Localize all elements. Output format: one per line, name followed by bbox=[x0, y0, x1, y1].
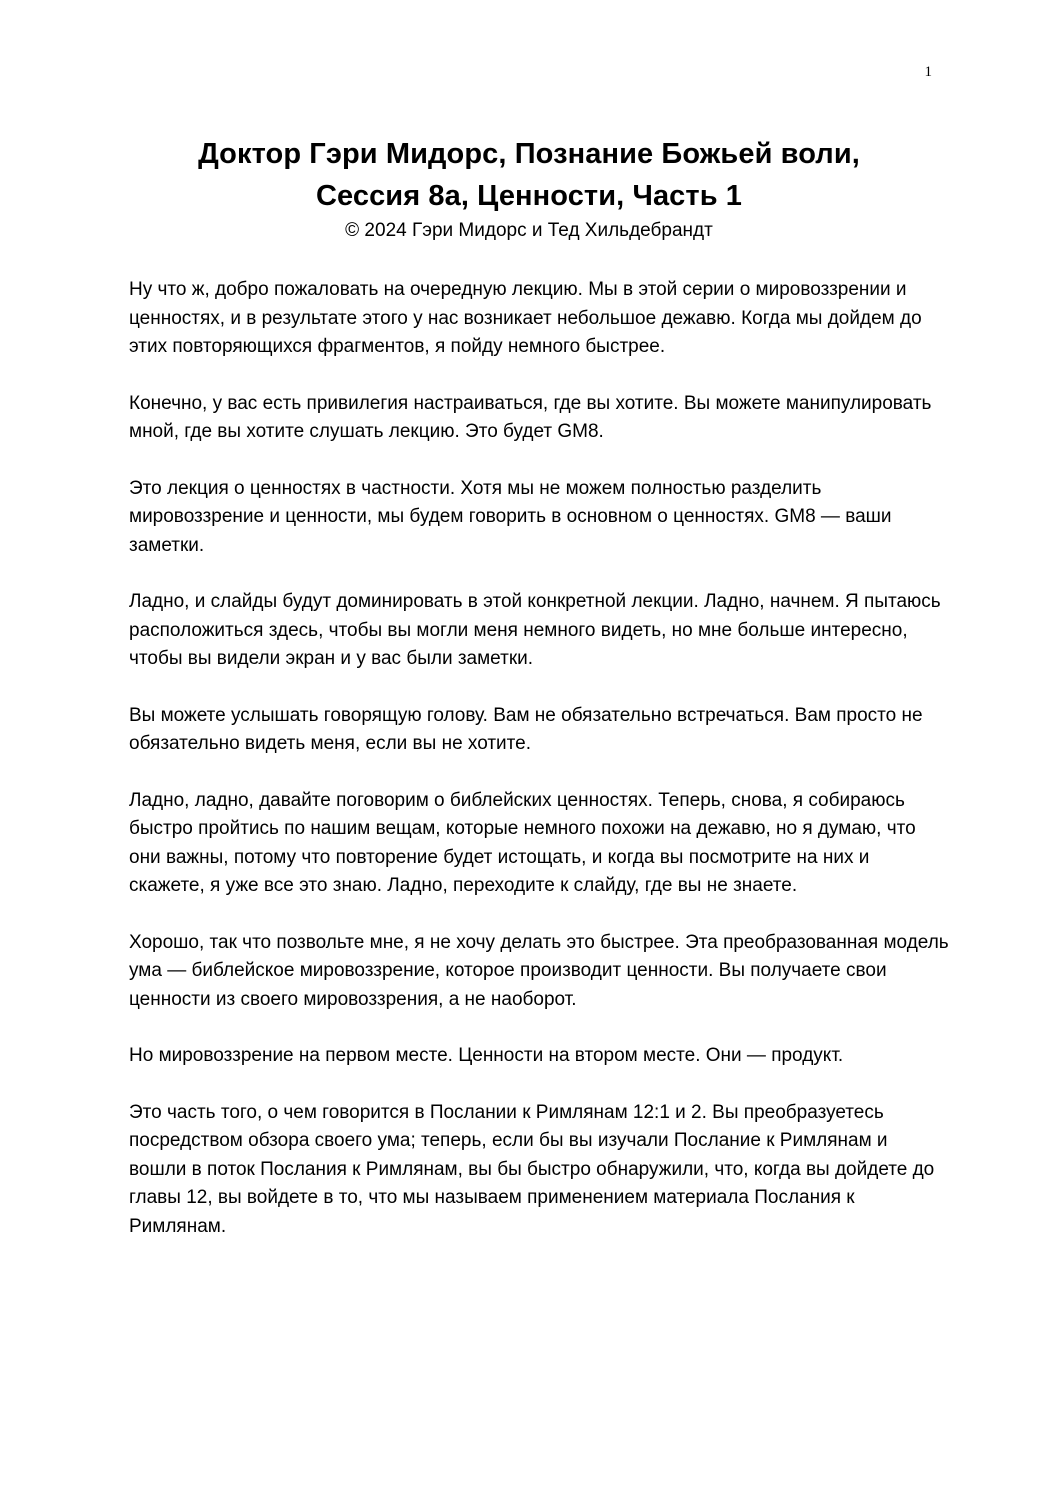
title-line-1: Доктор Гэри Мидорс, Познание Божьей воли, bbox=[198, 138, 860, 170]
paragraph: Ладно, и слайды будут доминировать в этой конкретной лекции. Ладно, начнем. Я пытаюсь расположиться здесь, чтобы вы могли меня немного видеть, но мне больше интересно, чтобы вы видели экран и у вас были заметки. bbox=[129, 591, 941, 669]
copyright-line: © 2024 Гэри Мидорс и Тед Хильдебрандт bbox=[345, 220, 713, 241]
title-line-2: Сессия 8а, Ценности, Часть 1 bbox=[315, 180, 743, 212]
page-number: 1 bbox=[924, 64, 932, 80]
paragraph: Но мировоззрение на первом месте. Ценности на втором месте. Они — продукт. bbox=[129, 1045, 844, 1066]
document-header bbox=[100, 133, 958, 245]
paragraph: Конечно, у вас есть привилегия настраиваться, где вы хотите. Вы можете манипулировать мной, где вы хотите слушать лекцию. Это будет GM8. bbox=[129, 392, 932, 442]
paragraph: Ну что ж, добро пожаловать на очередную лекцию. Мы в этой серии о мировоззрении и ценностях, и в результате этого у нас возникает небольшое дежавю. Когда мы дойдем до этих повторяющихся фрагментов, я пойду немного быстрее. bbox=[129, 279, 922, 357]
paragraph: Вы можете услышать говорящую голову. Вам не обязательно встречаться. Вам просто не обязательно видеть меня, если вы не хотите. bbox=[129, 704, 923, 754]
paragraph: Ладно, ладно, давайте поговорим о библейских ценностях. Теперь, снова, я собираюсь быстро пройтись по нашим вещам, которые немного похожи на дежавю, но я думаю, что они важны, потому что повторение будет истощать, и когда вы посмотрите на них и скажете, я уже все это знаю. Ладно, переходите к слайду, где вы не знаете. bbox=[129, 789, 916, 896]
paragraph: Это лекция о ценностях в частности. Хотя мы не можем полностью разделить мировоззрение и ценности, мы будем говорить в основном о ценностях. GM8 — ваши заметки. bbox=[129, 477, 892, 556]
paragraph: Это часть того, о чем говорится в Послании к Римлянам 12:1 и 2. Вы преобразуетесь посредством обзора своего ума; теперь, если бы вы изучали Послание к Римлянам и вошли в поток Послания к Римлянам, вы бы быстро обнаружили, что, когда вы дойдете до главы 12, вы войдете в то, что мы называем применением материала Послания к Римлянам. bbox=[129, 1101, 935, 1237]
body-text bbox=[129, 276, 949, 1269]
document-title bbox=[100, 133, 958, 217]
paragraph: Хорошо, так что позвольте мне, я не хочу делать это быстрее. Эта преобразованная модель ума — библейское мировоззрение, которое производит ценности. Вы получаете свои ценности из своего мировоззрения, а не наоборот. bbox=[129, 931, 949, 1010]
